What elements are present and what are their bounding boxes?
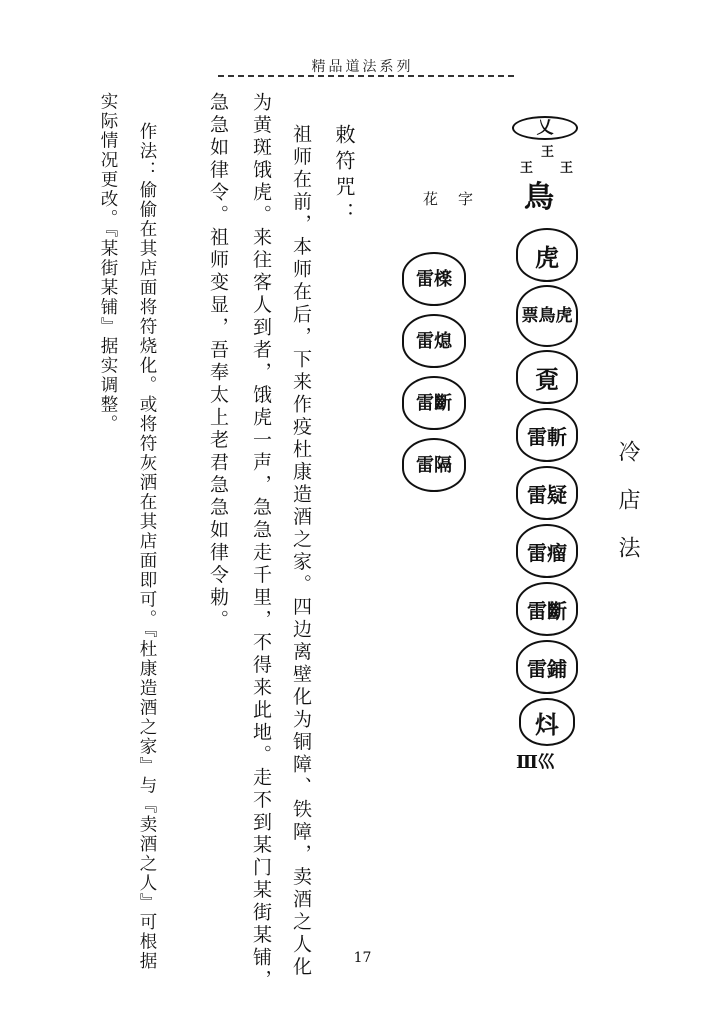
talisman-crown (512, 116, 580, 176)
talisman-seal-2: 票鳥虎 (516, 285, 578, 347)
talisman-seal-5: 雷疑 (516, 466, 578, 520)
incantation-line-1: 祖师在前，本师在后，下来作疫杜康造酒之家。四边离壁化为铜障、铁障，卖酒之人化 (290, 124, 312, 979)
talisman-seal-3: 覔 (516, 350, 578, 404)
talisman-bird-glyph: 鳥 (524, 180, 554, 215)
flower-caption: 花字 (423, 190, 494, 208)
page-title: 冷店法 (615, 440, 640, 584)
method-line-2: 实际情况更改。『某街某铺』据实调整。 (98, 92, 118, 435)
talisman-king-3: 王 (560, 161, 574, 176)
talisman-top-mark: 乂 (512, 116, 578, 140)
talisman-foot-mark: Ⅲ巛 (516, 752, 554, 773)
talisman-figure (510, 110, 582, 810)
talisman-seal-6: 雷瘤 (516, 524, 578, 578)
talisman-king-1: 王 (541, 145, 555, 160)
talisman-seal-9: 炓 (519, 698, 575, 746)
method-line-1: 作法：偷偷在其店面将符烧化。或将符灰洒在其店面即可。『杜康造酒之家』与『卖酒之人』可根据 (137, 122, 157, 972)
flower-characters (402, 252, 466, 502)
talisman-seal-4: 雷斬 (516, 408, 578, 462)
talisman-seal-8: 雷鋪 (516, 640, 578, 694)
talisman-seal-7: 雷斷 (516, 582, 578, 636)
talisman-king-2: 王 (520, 161, 534, 176)
running-header: 精品道法系列 (311, 59, 414, 75)
page-number: 17 (353, 950, 372, 966)
incantation-line-3: 急急如律令。祖师变显，吾奉太上老君急急如律令勅。 (207, 92, 229, 632)
talisman-seal-1: 虎 (516, 228, 578, 282)
flower-seal-3: 雷斷 (402, 376, 466, 430)
header-divider (218, 75, 514, 77)
incantation-line-2: 为黄斑饿虎。来往客人到者，饿虎一声，急急走千里，不得来此地。走不到某门某街某铺， (250, 92, 272, 992)
flower-seal-2: 雷熄 (402, 314, 466, 368)
incantation-heading: 敕符咒： (332, 124, 356, 228)
flower-seal-4: 雷隔 (402, 438, 466, 492)
flower-seal-1: 雷檪 (402, 252, 466, 306)
